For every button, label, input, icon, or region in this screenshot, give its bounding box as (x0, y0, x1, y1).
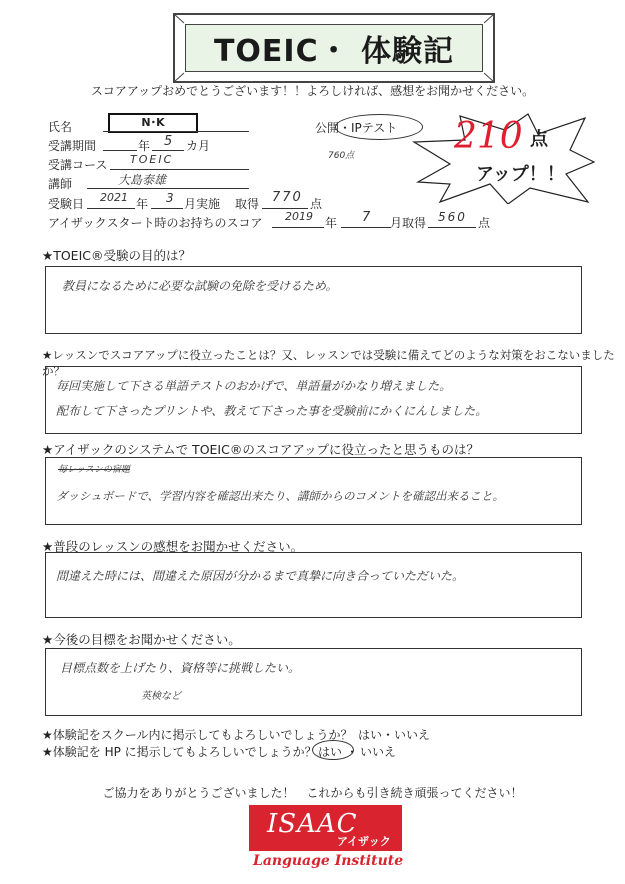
section-5-answer-box (45, 648, 582, 716)
section-2-answer-line-2: 配布して下さったプリントや、教えて下さった事を受験前にかくにんしました。 (56, 404, 488, 418)
isaac-logo (249, 805, 402, 873)
logo-main-text: ISAAC (267, 809, 358, 839)
section-2-answer-line-1: 毎回実施して下さる単語テストのおかげで、単語量がかなり増えました。 (56, 379, 452, 393)
acquired-unit: 点 (310, 197, 323, 211)
start-month-value: 7 (362, 210, 371, 225)
start-month-unit: 月取得 (390, 216, 427, 230)
exam-year-unit: 年 (136, 197, 149, 211)
consent-q2-sep: ・ (346, 745, 359, 759)
start-label: アイザックスタート時のお持ちのスコア (48, 216, 263, 230)
section-1-answer-box (45, 266, 582, 334)
section-2-heading: ★レッスンでスコアアップに役立ったことは？又、レッスンでは受験に備えてどのような対策をおこないましたか？ (42, 348, 615, 378)
section-1-answer-line-1: 教員になるために必要な試験の免除を受けるため。 (62, 279, 338, 293)
section-2-answer-box (45, 366, 582, 434)
acquired-score-value: 770 (272, 190, 303, 205)
section-4-answer-line-1: 間違えた時には、間違えた原因が分かるまで真摯に向き合っていただいた。 (56, 569, 465, 583)
burst-points: 210 (454, 116, 523, 157)
consent-q1: ★体験記をスクール内に掲示してもよろしいでしょうか？ (42, 728, 353, 742)
side-note: 760点 (328, 151, 355, 161)
burst-points-unit: 点 (530, 129, 548, 150)
section-4-answer-box (45, 552, 582, 618)
logo-kana-text: アイザック (337, 835, 391, 848)
consent-q2-no[interactable]: いいえ (360, 745, 397, 759)
exam-month-value: 3 (166, 191, 174, 205)
section-5-heading: ★今後の目標をお聞かせください。 (42, 632, 241, 647)
consent-q2-yes[interactable]: はい (318, 745, 343, 759)
burst-up-text: アップ！！ (476, 164, 565, 185)
course-label: 受講コース (48, 158, 108, 172)
name-value: N･K (108, 113, 198, 133)
start-score-unit: 点 (478, 216, 491, 230)
period-year-line (103, 135, 137, 151)
start-year-value: 2019 (285, 210, 313, 223)
section-3-answer-box (45, 457, 582, 525)
logo-sub-text: Language Institute (253, 853, 404, 869)
name-underline (103, 116, 249, 132)
start-score-value: 560 (438, 210, 467, 224)
period-months-value: 5 (164, 134, 173, 149)
acquired-label: 取得 (235, 197, 260, 211)
consent-q1-answer[interactable]: はい・いいえ (358, 728, 431, 742)
section-1-heading: ★TOEIC®受験の目的は？ (42, 248, 191, 263)
page-title: TOEIC・ 体験記 (213, 34, 455, 69)
period-year-unit: 年 (138, 139, 151, 153)
course-value: TOEIC (130, 153, 174, 166)
period-label: 受講期間 (48, 139, 97, 153)
consent-q2: ★体験記を HP に掲示してもよろしいでしょうか？ (42, 745, 317, 759)
title-bevels (173, 13, 495, 83)
test-type: 公開・IPテスト (315, 121, 398, 135)
section-3-struck-text: 毎レッスンの宿題 (58, 465, 130, 475)
logo-red-block (249, 805, 402, 851)
name-label: 氏名 (48, 120, 73, 134)
teacher-value: 大島泰雄 (118, 173, 167, 187)
exam-month-unit: 月実施 (184, 197, 221, 211)
section-5-answer-line-1: 目標点数を上げたり、資格等に挑戦したい。 (60, 661, 301, 675)
exam-label: 受験日 (48, 197, 85, 211)
period-month-unit: カ月 (186, 139, 211, 153)
teacher-label: 講師 (48, 177, 73, 191)
section-3-heading: ★アイザックのシステムで TOEIC®のスコアアップに役立ったと思うものは？ (42, 442, 479, 457)
teacher-line (87, 173, 249, 189)
section-3-answer-line-1: ダッシュボードで、学習内容を確認出来たり、講師からのコメントを確認出来ること。 (56, 489, 505, 503)
start-year-unit: 年 (325, 216, 338, 230)
section-5-insert-note: 英検など (141, 691, 181, 702)
subtitle: スコアアップおめでとうございます！！よろしければ、感想をお聞かせください。 (90, 84, 535, 98)
thanks-message: ご協力をありがとうございました！ これからも引き続き頑張ってください！ (102, 786, 523, 800)
exam-year-value: 2021 (100, 191, 128, 204)
section-4-heading: ★普段のレッスンの感想をお聞かせください。 (42, 539, 304, 554)
